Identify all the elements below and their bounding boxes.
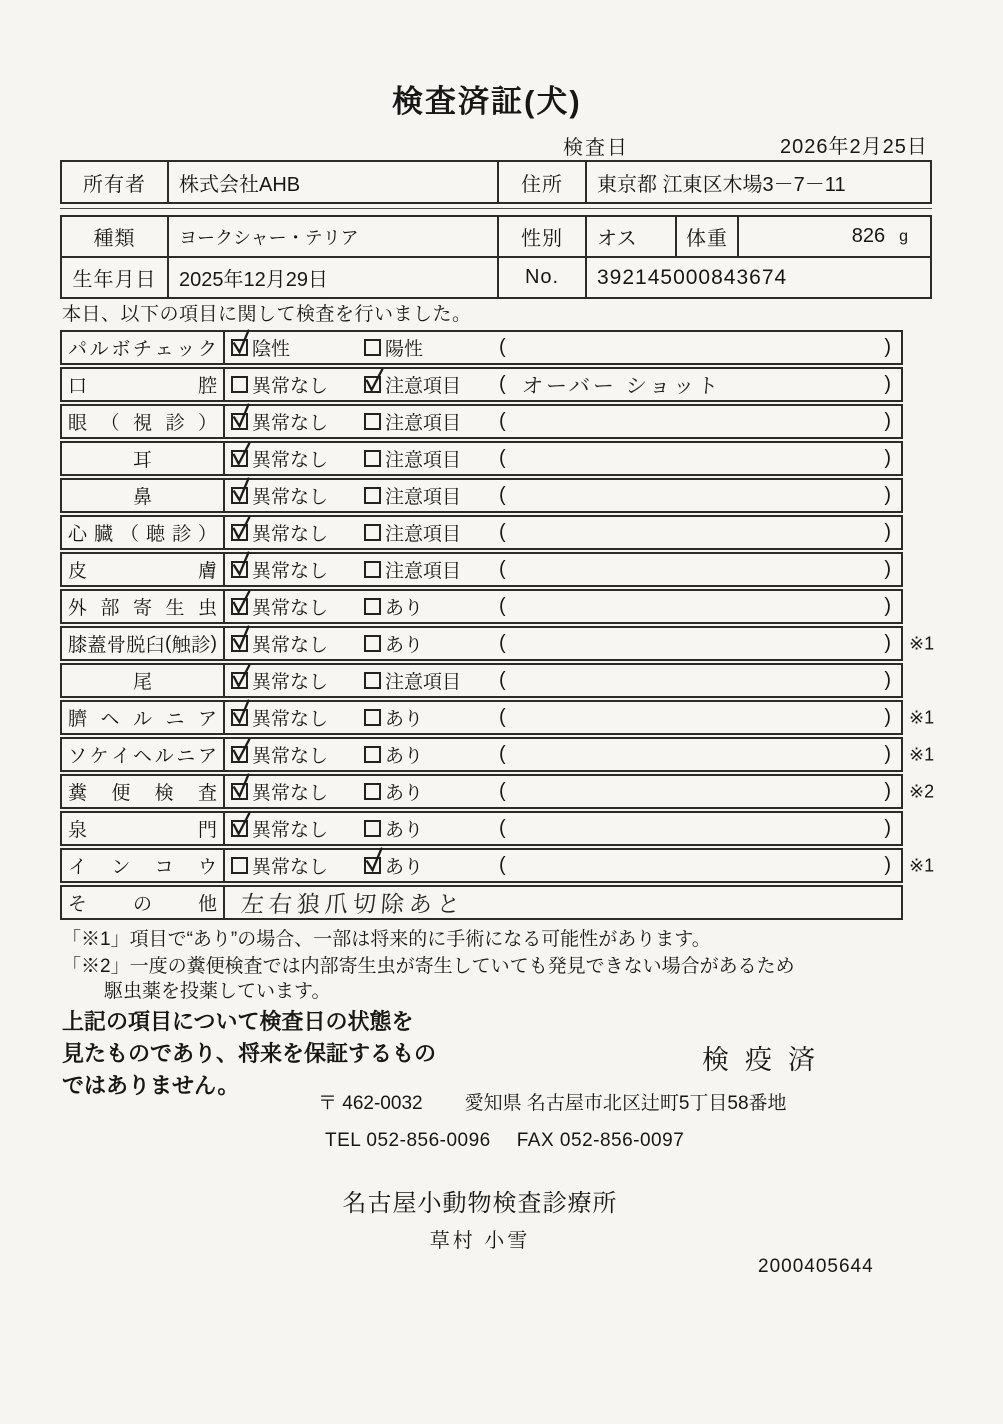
option-label: あり	[385, 820, 424, 841]
check-option	[364, 704, 497, 731]
checkbox-icon[interactable]	[231, 598, 248, 615]
checkbox-icon[interactable]	[364, 487, 381, 504]
exam-row	[60, 441, 903, 476]
birthdate-label: 生年月日	[72, 269, 157, 291]
check-option	[364, 630, 497, 657]
paren-open: (	[499, 521, 506, 543]
checkbox-icon[interactable]	[231, 857, 248, 874]
check-mark-icon	[363, 366, 387, 394]
checkbox-icon[interactable]	[364, 746, 381, 763]
result-field[interactable]	[497, 484, 901, 507]
exam-row	[60, 737, 935, 772]
check-mark-icon	[230, 588, 254, 616]
result-field[interactable]	[497, 632, 901, 655]
check-option	[231, 556, 364, 583]
exam-item-label: 泉 門	[62, 813, 225, 844]
checkbox-icon[interactable]	[364, 709, 381, 726]
check-mark-icon	[362, 845, 386, 873]
result-field[interactable]	[497, 521, 901, 544]
paren-close: )	[884, 595, 891, 617]
sex-label: 性別	[497, 217, 585, 256]
disclaimer-line: 上記の項目について検査日の状態を	[62, 1009, 414, 1034]
checkbox-icon[interactable]	[231, 376, 248, 393]
option-label: 注意項目	[385, 450, 462, 471]
option-label: あり	[385, 598, 424, 619]
paren-close: )	[884, 854, 891, 876]
checkbox-icon[interactable]	[364, 450, 381, 467]
checkbox-icon[interactable]	[364, 857, 381, 874]
serial-number: 2000405644	[758, 1256, 874, 1277]
check-option	[231, 482, 364, 509]
disclaimer-line: 見たものであり、将来を保証するもの	[62, 1041, 437, 1066]
check-option	[231, 371, 364, 398]
paren-close: )	[884, 669, 891, 691]
check-mark-icon	[229, 771, 253, 799]
option-label: 注意項目	[385, 672, 462, 693]
option-label: 異常なし	[252, 672, 329, 693]
check-option	[231, 408, 364, 435]
paren-open: (	[499, 854, 506, 876]
check-option	[231, 519, 364, 546]
exam-item-label: 外 部 寄 生 虫	[62, 591, 225, 622]
checkbox-icon[interactable]	[364, 672, 381, 689]
option-label: 異常なし	[252, 450, 329, 471]
option-label: 注意項目	[385, 524, 462, 545]
option-label: あり	[385, 635, 424, 656]
check-option	[231, 704, 364, 731]
checkbox-icon[interactable]	[364, 376, 381, 393]
paren-close: )	[884, 743, 891, 765]
checkbox-icon[interactable]	[231, 413, 248, 430]
check-mark-icon	[230, 736, 254, 764]
check-mark-icon	[229, 475, 253, 503]
paren-open: (	[499, 558, 506, 580]
exam-item-label: 眼 （ 視 診 ）	[62, 406, 225, 437]
postal-code: 〒 462-0032	[318, 1093, 423, 1114]
check-mark-icon	[230, 810, 254, 838]
result-field[interactable]	[497, 336, 901, 359]
check-option	[231, 630, 364, 657]
owner-address: 東京都 江東区木場3－7－11	[585, 162, 930, 202]
reference-marker: ※1	[909, 707, 935, 727]
option-label: 陽性	[385, 339, 424, 360]
exam-item-label: 耳	[62, 443, 225, 474]
clinic-block	[280, 1183, 680, 1253]
paren-open: (	[499, 410, 506, 432]
check-option	[364, 371, 497, 398]
result-field[interactable]	[497, 410, 901, 433]
checkbox-icon[interactable]	[364, 598, 381, 615]
checkbox-icon[interactable]	[364, 339, 381, 356]
check-option	[364, 778, 497, 805]
option-label: 注意項目	[385, 561, 462, 582]
exam-item-label: そ の 他	[62, 887, 225, 918]
exam-row	[60, 589, 903, 624]
result-field[interactable]	[497, 854, 901, 877]
owner-table	[60, 160, 932, 204]
check-option	[364, 408, 497, 435]
paren-open: (	[499, 817, 506, 839]
checkbox-icon[interactable]	[364, 413, 381, 430]
checkbox-icon[interactable]	[231, 672, 248, 689]
paren-close: )	[884, 632, 891, 654]
exam-item-label: 皮 膚	[62, 554, 225, 585]
reference-marker: ※1	[909, 855, 935, 875]
check-option	[364, 741, 497, 768]
check-option	[364, 852, 497, 879]
number-value: 392145000843674	[585, 258, 930, 297]
exam-row	[60, 626, 935, 661]
check-option	[364, 667, 497, 694]
checkbox-icon[interactable]	[231, 487, 248, 504]
result-value: オーバー ショット	[520, 374, 722, 398]
check-mark-icon	[229, 549, 253, 577]
exam-date-label: 検査日	[563, 137, 629, 159]
paren-close: )	[884, 410, 891, 432]
result-field[interactable]	[497, 447, 901, 470]
result-field[interactable]	[497, 706, 901, 729]
paren-close: )	[884, 521, 891, 543]
weight-unit: g	[899, 227, 908, 245]
paren-close: )	[884, 558, 891, 580]
check-option	[364, 556, 497, 583]
checkbox-icon[interactable]	[231, 783, 248, 800]
option-label: 異常なし	[252, 524, 329, 545]
clinic-address-line	[318, 1088, 787, 1115]
exam-item-label: 心 臓 （ 聴 診 ）	[62, 517, 225, 548]
exam-item-label: 口 腔	[62, 369, 225, 400]
owner-name: 株式会社AHB	[167, 162, 497, 202]
paren-open: (	[499, 706, 506, 728]
option-label: 異常なし	[252, 746, 329, 767]
check-option	[364, 815, 497, 842]
paren-close: )	[884, 336, 891, 358]
exam-row	[60, 848, 935, 883]
checkbox-icon[interactable]	[231, 820, 248, 837]
paren-close: )	[884, 780, 891, 802]
check-mark-icon	[229, 697, 253, 725]
checkbox-icon[interactable]	[231, 339, 248, 356]
paren-open: (	[499, 336, 506, 358]
fax-number: FAX 052-856-0097	[516, 1130, 685, 1151]
exam-item-label: 鼻	[62, 480, 225, 511]
page-title: 検査済証(犬)	[392, 84, 582, 119]
exam-table	[60, 330, 935, 922]
option-label: 異常なし	[252, 820, 329, 841]
note-ref2	[62, 954, 795, 1004]
check-option	[231, 667, 364, 694]
breed-value: ヨークシャー・テリア	[167, 217, 497, 256]
exam-row	[60, 700, 935, 735]
divider-line	[60, 208, 932, 209]
option-label: 異常なし	[252, 857, 329, 878]
intro-text: 本日、以下の項目に関して検査を行いました。	[62, 304, 472, 325]
checkbox-icon[interactable]	[364, 524, 381, 541]
option-label: 異常なし	[252, 598, 329, 619]
result-field[interactable]	[497, 595, 901, 618]
exam-row	[60, 811, 903, 846]
checkbox-icon[interactable]	[231, 709, 248, 726]
checkbox-icon[interactable]	[364, 635, 381, 652]
paren-close: )	[884, 484, 891, 506]
result-field[interactable]	[497, 817, 901, 840]
check-option	[231, 593, 364, 620]
result-field[interactable]	[497, 558, 901, 581]
option-label: あり	[385, 857, 424, 878]
paren-open: (	[499, 669, 506, 691]
option-label: あり	[385, 783, 424, 804]
exam-date-value: 2026年2月25日	[780, 136, 928, 158]
check-option	[364, 593, 497, 620]
disclaimer-line: ではありません。	[62, 1073, 240, 1098]
checkbox-icon[interactable]	[231, 746, 248, 763]
exam-item-label: 臍 ヘ ル ニ ア	[62, 702, 225, 733]
result-field[interactable]	[497, 780, 901, 803]
note-ref2-line1: 「※2」一度の糞便検査では内部寄生虫が寄生していても発見できない場合があるため	[62, 956, 795, 977]
result-field[interactable]	[497, 370, 901, 400]
weight-value	[737, 217, 930, 256]
exam-row	[60, 885, 903, 920]
clinic-address: 愛知県 名古屋市北区辻町5丁目58番地	[464, 1093, 787, 1114]
result-field[interactable]	[497, 743, 901, 766]
exam-row	[60, 367, 903, 402]
exam-item-label: パ ル ボ チ ェ ッ ク	[62, 332, 225, 363]
quarantine-stamp: 検疫済	[702, 1045, 831, 1075]
check-option	[231, 741, 364, 768]
veterinarian-name: 草村 小雪	[429, 1230, 531, 1252]
animal-table	[60, 215, 932, 299]
weight-label: 体重	[675, 217, 737, 256]
check-mark-icon	[229, 401, 253, 429]
exam-item-label: 糞 便 検 査	[62, 776, 225, 807]
check-mark-icon	[229, 623, 253, 651]
paren-close: )	[884, 706, 891, 728]
paren-open: (	[499, 743, 506, 765]
exam-row	[60, 515, 903, 550]
option-label: 異常なし	[252, 376, 329, 397]
paren-close: )	[884, 817, 891, 839]
option-label: 陰性	[252, 339, 291, 360]
check-mark-icon	[230, 514, 254, 542]
paren-open: (	[499, 595, 506, 617]
reference-marker: ※2	[909, 781, 935, 801]
exam-row	[60, 478, 903, 513]
option-label: 注意項目	[385, 413, 462, 434]
paren-open: (	[499, 780, 506, 802]
exam-item-label: 尾	[62, 665, 225, 696]
clinic-name: 名古屋小動物検査診療所	[342, 1190, 618, 1217]
sex-value: オス	[585, 217, 675, 256]
checkbox-icon[interactable]	[364, 783, 381, 800]
option-label: 異常なし	[252, 413, 329, 434]
note-ref1: 「※1」項目で“あり”の場合、一部は将来的に手術になる可能性があります。	[62, 929, 711, 950]
option-label: 異常なし	[252, 783, 329, 804]
check-option	[231, 852, 364, 879]
check-mark-icon	[229, 327, 253, 355]
check-option	[364, 334, 497, 361]
exam-row	[60, 774, 935, 809]
exam-item-label: イ ン コ ウ	[62, 850, 225, 881]
reference-marker: ※1	[909, 744, 935, 764]
paren-open: (	[499, 373, 506, 395]
weight-number: 826	[851, 225, 886, 247]
other-findings-value[interactable]: 左右狼爪切除あと	[239, 891, 466, 917]
option-label: あり	[385, 746, 424, 767]
check-option	[231, 334, 364, 361]
checkbox-icon[interactable]	[231, 450, 248, 467]
breed-label: 種類	[93, 228, 136, 250]
owner-label: 所有者	[83, 173, 146, 196]
exam-item-label: 膝 蓋 骨 脱 臼 ( 触 診 )	[62, 628, 225, 659]
option-label: 異常なし	[252, 635, 329, 656]
option-label: 注意項目	[385, 487, 462, 508]
exam-row	[60, 663, 903, 698]
check-option	[364, 519, 497, 546]
option-label: 異常なし	[252, 561, 329, 582]
option-label: あり	[385, 709, 424, 730]
check-option	[231, 445, 364, 472]
result-field[interactable]	[497, 669, 901, 692]
birthdate-value: 2025年12月29日	[167, 258, 497, 297]
number-label: No.	[497, 258, 585, 297]
checkbox-icon[interactable]	[364, 561, 381, 578]
exam-item-label: ソ ケ イ ヘ ル ニ ア	[62, 739, 225, 770]
reference-marker: ※1	[909, 633, 935, 653]
checkbox-icon[interactable]	[231, 635, 248, 652]
check-option	[364, 482, 497, 509]
option-label: 注意項目	[385, 376, 462, 397]
paren-open: (	[499, 447, 506, 469]
tel-number: TEL 052-856-0096	[325, 1130, 491, 1151]
checkbox-icon[interactable]	[231, 561, 248, 578]
check-option	[231, 778, 364, 805]
exam-row	[60, 404, 903, 439]
check-option	[364, 445, 497, 472]
option-label: 異常なし	[252, 487, 329, 508]
check-option	[231, 815, 364, 842]
check-mark-icon	[230, 440, 254, 468]
checkbox-icon[interactable]	[364, 820, 381, 837]
paren-open: (	[499, 484, 506, 506]
owner-address-label: 住所	[497, 162, 585, 202]
note-ref2-line2: 駆虫薬を投薬しています。	[104, 981, 331, 1002]
paren-close: )	[884, 447, 891, 469]
checkbox-icon[interactable]	[231, 524, 248, 541]
paren-open: (	[499, 632, 506, 654]
check-mark-icon	[230, 662, 254, 690]
exam-row	[60, 552, 903, 587]
option-label: 異常なし	[252, 709, 329, 730]
paren-close: )	[884, 373, 891, 395]
exam-row	[60, 330, 903, 365]
phone-line	[325, 1130, 684, 1152]
